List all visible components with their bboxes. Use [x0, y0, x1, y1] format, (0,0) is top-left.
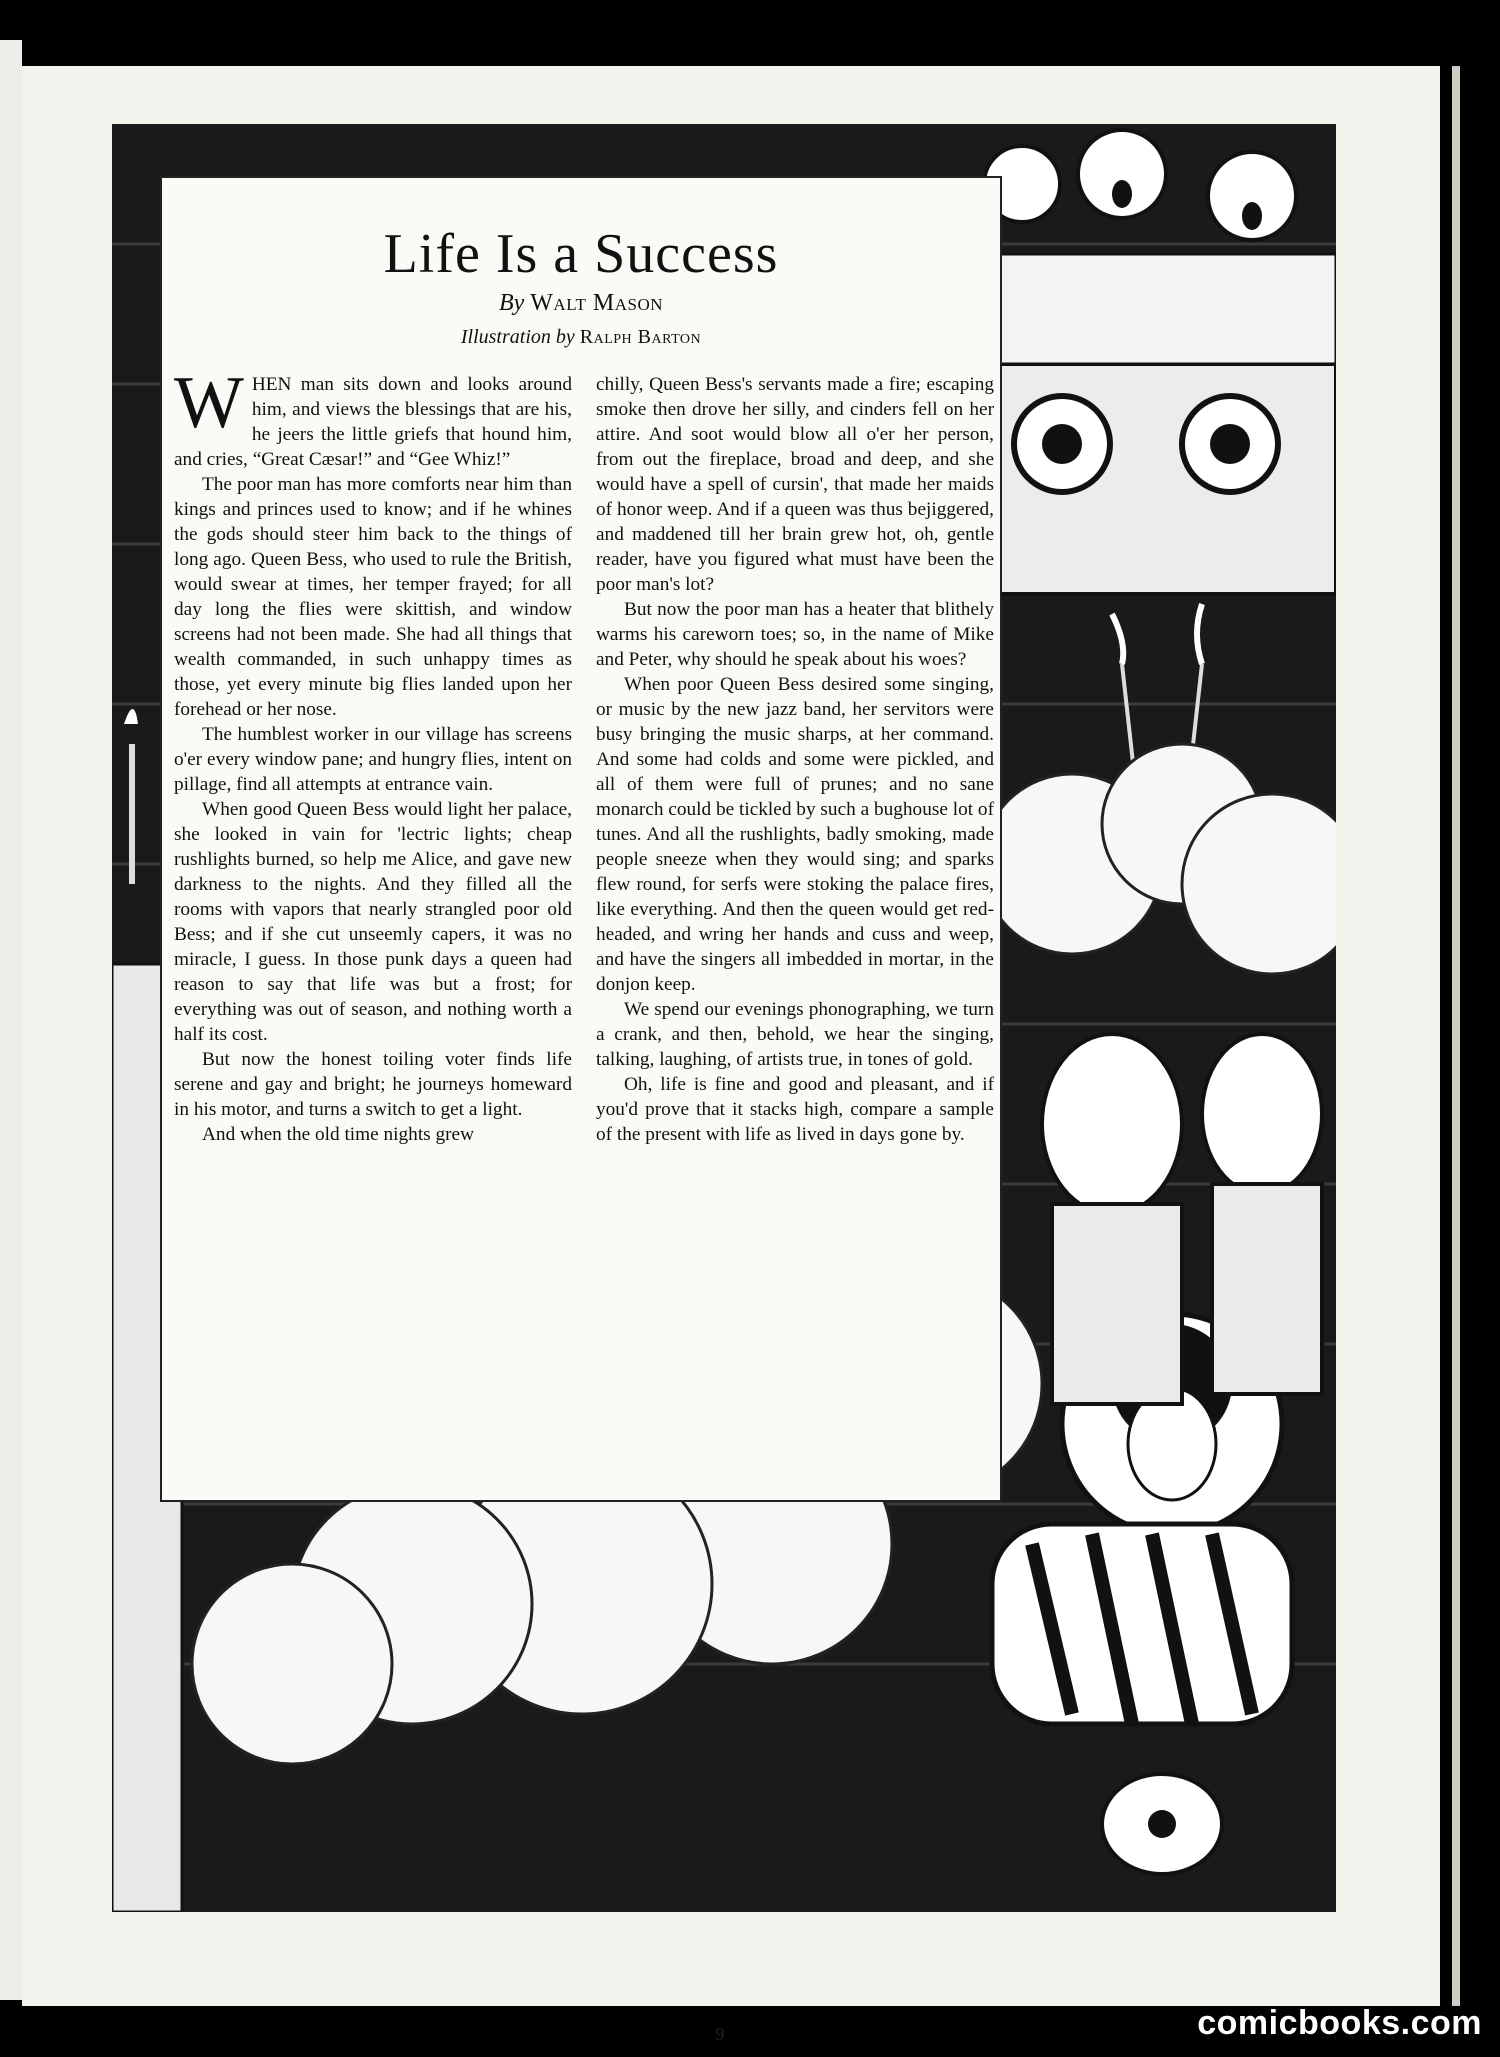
paragraph: The humblest worker in our village has screens o'er every window pane; and hungry flies, intent on pillage, find all attempts at entrance vain. — [174, 724, 572, 795]
paragraph — [174, 362, 572, 472]
drop-cap: W — [174, 362, 244, 444]
article-title: Life Is a Success — [383, 223, 779, 285]
paragraph-text: HEN man sits down and looks around him, and views the blessings that are his, he jeers the little griefs that hound him, and cries, “Great Cæsar!” and “Gee Whiz!” — [174, 374, 572, 470]
paragraph: When poor Queen Bess desired some singing, or music by the new jazz band, her servitors were busy bringing the music sharps, at her command. And some had colds and some were pickled, and all of them were full of prunes; and no sane monarch could be tickled by such a bughouse lot of tunes. And all the rushlights, badly smoking, made people sneeze when they would sing; and sparks flew round, for serfs were stoking the palace fires, like everything. And then the queen would get red-headed, and wring her hands and cuss and weep, and have the singers all imbedded in mortar, in the donjon keep. — [596, 674, 994, 995]
author-name: Walt Mason — [530, 290, 664, 316]
text-column-right — [596, 372, 994, 1147]
paragraph: But now the honest toiling voter finds life serene and gay and bright; he journeys homeward in his motor, and turns a switch to get a light. — [174, 1049, 572, 1120]
paragraph: chilly, Queen Bess's servants made a fire; escaping smoke then drove her silly, and cinders fell on her attire. And soot would blow all o'er her person, from out the fireplace, broad and deep, and she would have a spell of cursin', that made her maids of honor weep. And if a queen was thus bejiggered, and maddened till her brain grew hot, oh, gentle reader, have you figured what must have been the poor man's lot? — [596, 374, 994, 595]
illustrator-name: Ralph Barton — [579, 326, 702, 348]
paragraph: We spend our evenings phonographing, we turn a crank, and then, behold, we hear the singing, talking, laughing, of artists true, in tones of gold. — [596, 999, 994, 1070]
paragraph: Oh, life is fine and good and pleasant, and if you'd prove that it stacks high, compare a sample of the present with life as lived in days gone by. — [596, 1074, 994, 1145]
illustration-prefix: Illustration by — [460, 326, 575, 348]
page-number: 9 — [715, 2024, 725, 2044]
adjacent-page-edge — [0, 40, 22, 2000]
paragraph: And when the old time nights grew — [202, 1124, 475, 1145]
byline — [162, 290, 1000, 317]
page-gutter — [1452, 66, 1460, 2006]
illustration-credit — [162, 326, 1000, 349]
paragraph: The poor man has more comforts near him than kings and princes used to know; and if he whines the gods should steer him back to the things of long ago. Queen Bess, who used to rule the British, would swear at times, her temper frayed; for all day long the flies were skittish, and window screens had not been made. She had all things that wealth commanded, in such unhappy times as those, yet every minute big flies landed upon her forehead or her nose. — [174, 474, 572, 720]
text-column-left — [174, 362, 572, 1147]
byline-prefix: By — [498, 290, 525, 316]
paragraph: But now the poor man has a heater that blithely warms his careworn toes; so, in the name of Mike and Peter, why should he speak about his woes? — [596, 599, 994, 670]
paragraph: When good Queen Bess would light her palace, she looked in vain for 'lectric lights; cheap rushlights burned, so help me Alice, and gave new darkness to the nights. And they filled all the rooms with vapors that nearly strangled poor old Bess; and if she cut unseemly capers, it was no miracle, I guess. In those punk days a queen had reason to say that life was but a frost; for everything was out of season, and nothing worth a half its cost. — [174, 799, 572, 1045]
site-watermark: comicbooks.com — [1197, 2004, 1482, 2042]
article-panel — [160, 176, 1002, 1502]
